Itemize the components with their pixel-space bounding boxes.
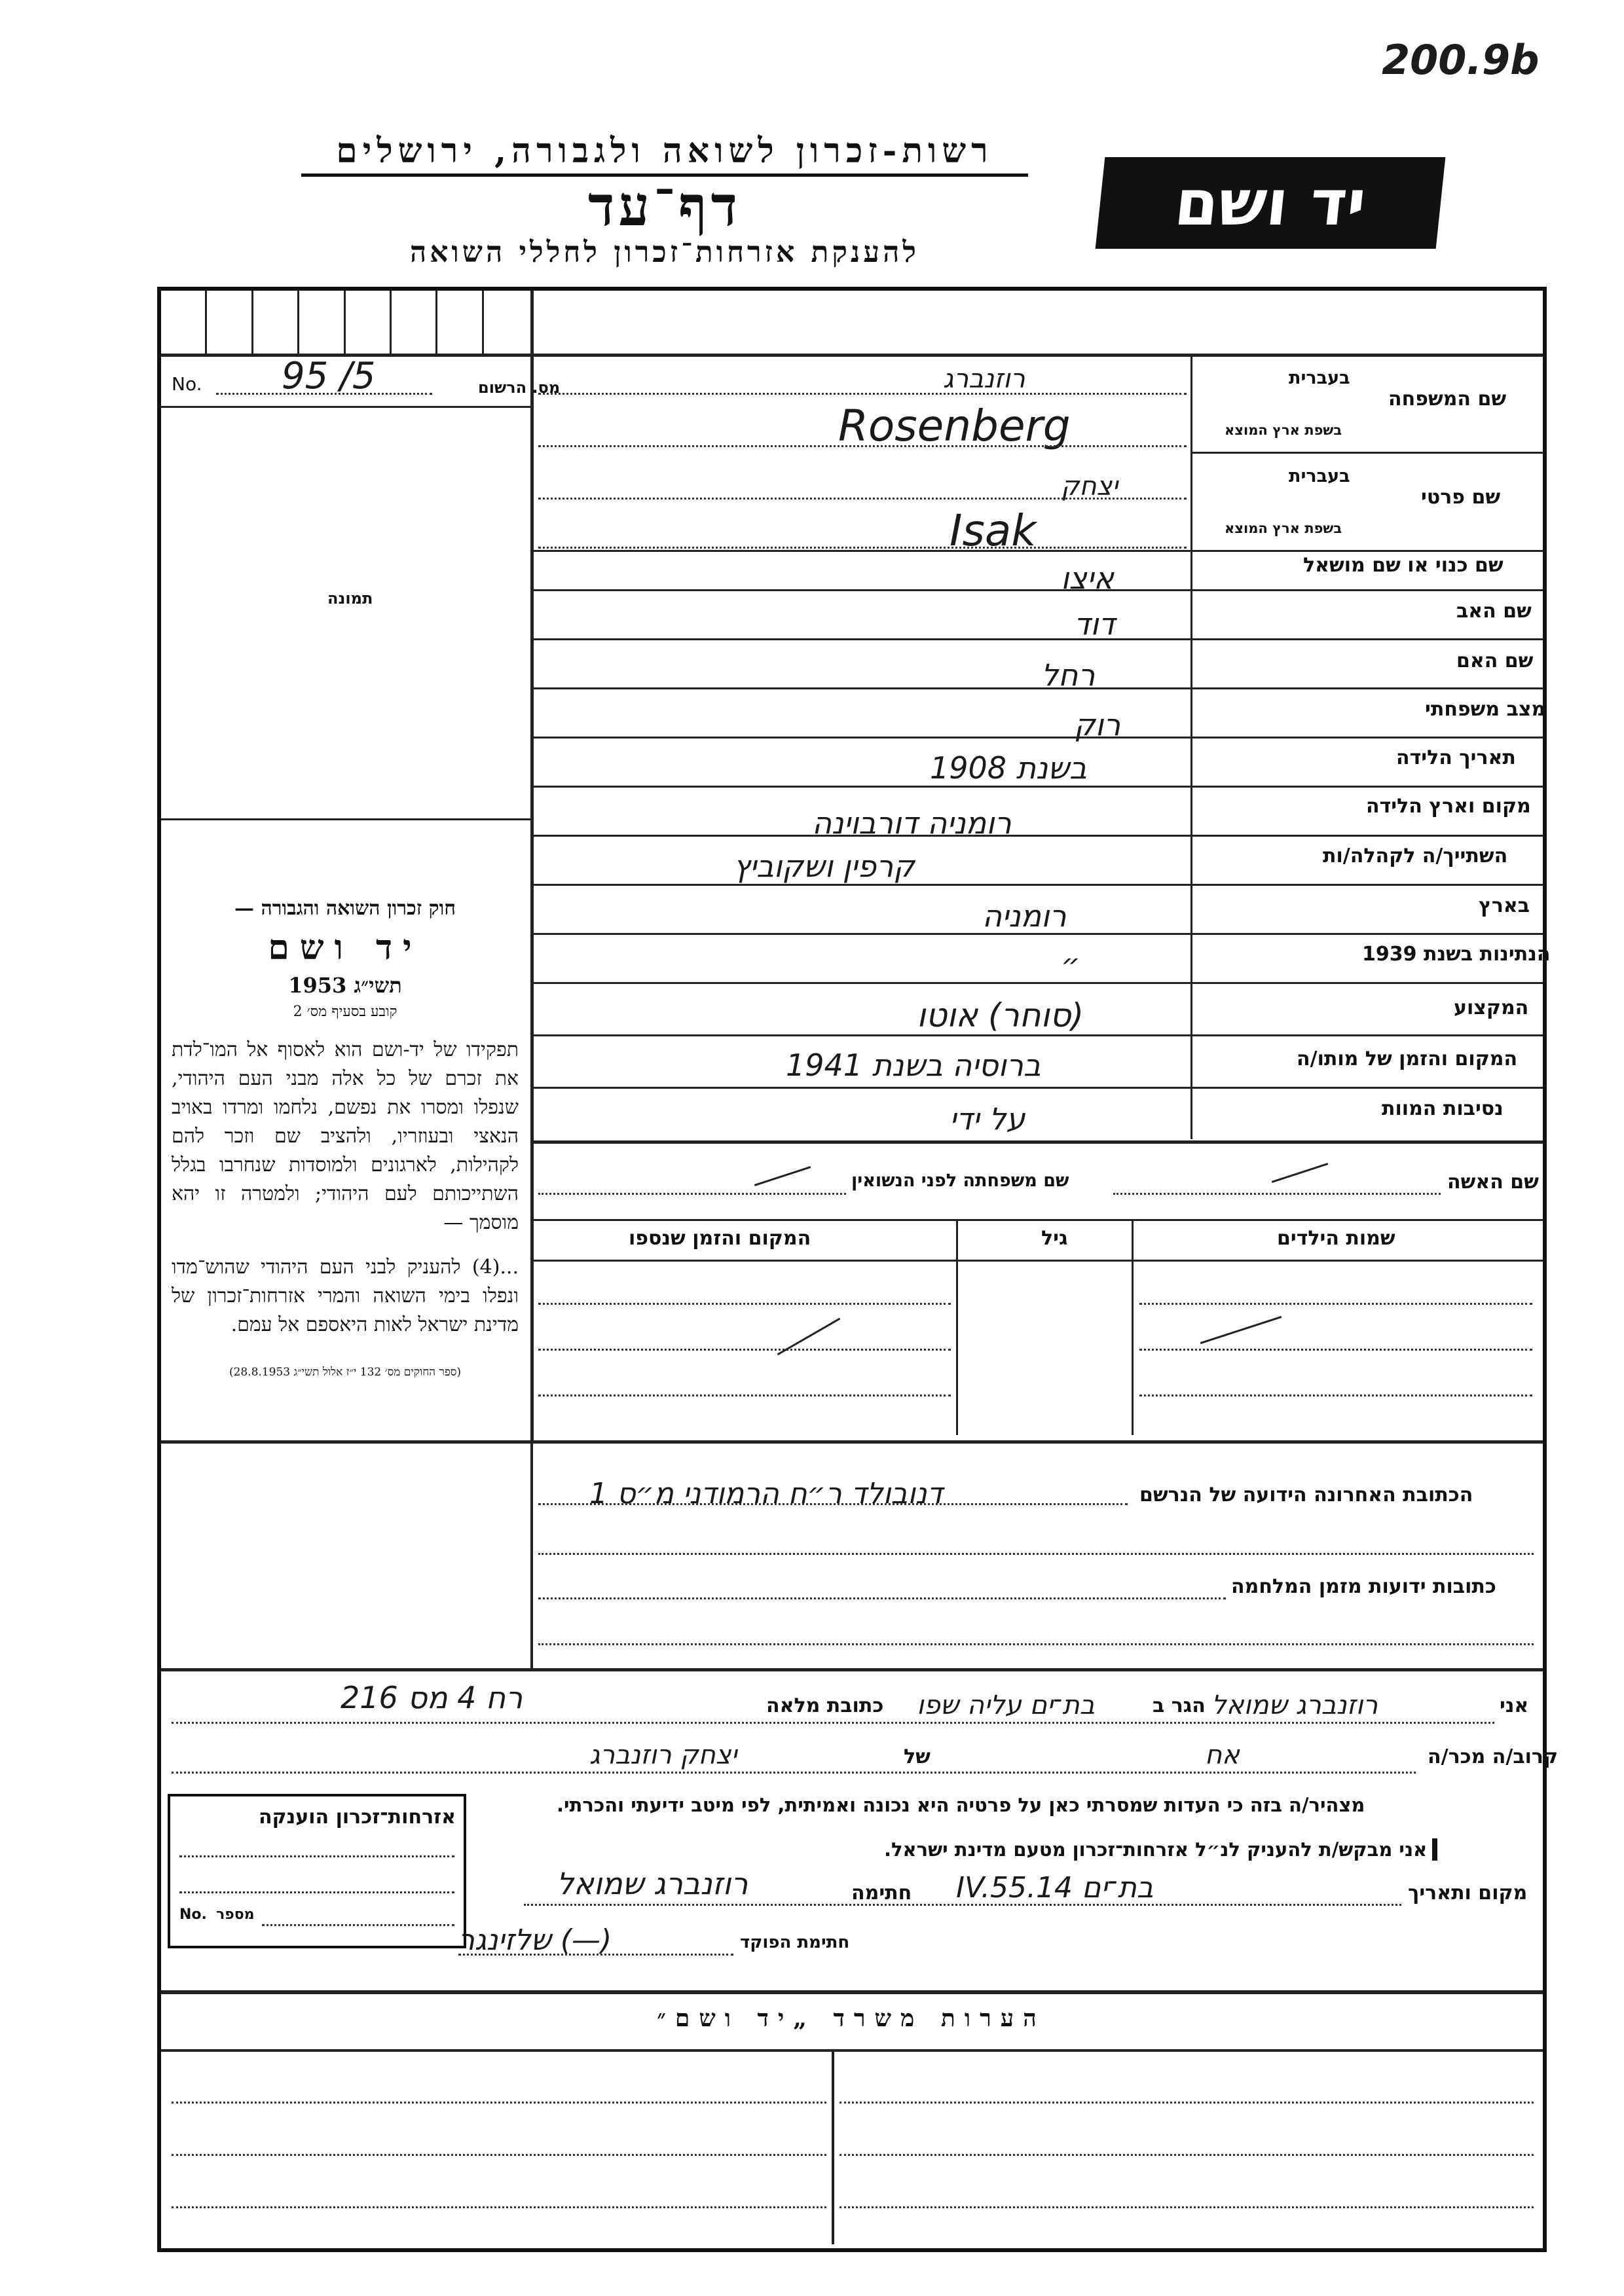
label-age: גיל — [1041, 1227, 1068, 1250]
value-family-name-orig: Rosenberg — [838, 401, 1071, 451]
law-heading: חוק זכרון השואה והגבורה — — [234, 897, 456, 920]
logo-text: יד ושם — [1171, 166, 1370, 240]
label-birth-place: מקום וארץ הלידה — [1366, 795, 1531, 818]
value-father: דוד — [1074, 606, 1115, 642]
label-maiden-name: שם משפחתה לפני הנשואין — [851, 1171, 1069, 1191]
registry-number-boxes — [161, 291, 528, 354]
value-first-name-orig: Isak — [950, 505, 1037, 556]
value-country: רומניה — [982, 898, 1067, 934]
value-death-place-time: ברוסיה בשנת 1941 — [786, 1048, 1041, 1083]
value-full-address: רח 4 מס 216 — [341, 1680, 523, 1715]
value-officer-signature: (—) שלזינגר — [458, 1923, 612, 1957]
value-last-address: דנובולד ר״ח הרמודני מ״ס 1 — [589, 1477, 943, 1510]
law-year: תשי״ג 1953 — [288, 973, 402, 998]
law-text-1: תפקידו של יד-ושם הוא לאסוף אל המו־לדת את זכרם של כל אלה מבני העם היהודי, שנפלו ומסרו את נפשם, נלחמו ומרדו באויב הנאצי ובעוזריו, ולהציב שם וזכר להם לקהילות, לארגונים ולמוסדות שנחרבו בגלל השתייכותם לעם היהודי; ולמטרה זו יהא מוסמך — — [172, 1038, 519, 1234]
value-citizenship-1939: ״ — [1061, 947, 1080, 982]
value-resides: בת־ים עליה שפו — [917, 1690, 1095, 1721]
label-wife: שם האשה — [1447, 1171, 1539, 1194]
label-profession: המקצוע — [1454, 996, 1529, 1019]
citizenship-granted-box — [168, 1794, 466, 1948]
value-birth-place: רומניה דורבוינה — [812, 805, 1012, 841]
label-death-place-time: המקום והזמן של מותו/ה — [1297, 1048, 1518, 1070]
form-subtitle: להענקת אזרחות־זכרון לחללי השואה — [409, 236, 919, 269]
registry-no-value: 95 /5 — [282, 355, 376, 397]
value-nickname: איצו — [1061, 560, 1114, 596]
registry-no-label: No. — [172, 373, 202, 395]
label-officer-signature: חתימת הפוקד — [740, 1933, 850, 1952]
yad-vashem-logo — [1096, 157, 1446, 249]
registry-label: מס. הרשום — [478, 378, 561, 397]
label-father: שם האב — [1456, 600, 1532, 623]
law-note: קובע בסעיף מס׳ 2 — [293, 1004, 397, 1020]
value-mother: רחל — [1041, 657, 1096, 693]
label-i: אני — [1500, 1694, 1529, 1717]
declare-text: מצהיר/ה בזה כי העדות שמסרתי כאן על פרטיה היא נכונה ואמיתית, לפי מיטב ידיעתי והכרתי. — [557, 1794, 1365, 1816]
label-first-orig: בשפת ארץ המוצא — [1225, 520, 1342, 536]
request-text: אני מבקש/ת להעניק לנ״ל אזרחות־זכרון מטעם מדינת ישראל. — [884, 1838, 1437, 1861]
label-family-name: שם המשפחה — [1388, 388, 1507, 410]
label-place-time: המקום והזמן שנספו — [629, 1227, 811, 1250]
value-birth-date: בשנת 1908 — [930, 750, 1087, 786]
label-marital: מצב משפחתי — [1425, 698, 1546, 721]
label-last-address: הכתובת האחרונה הידועה של הנרשם — [1139, 1484, 1473, 1506]
label-war-addresses: כתובות ידועות מזמן המלחמה — [1231, 1575, 1496, 1598]
photo-label: תמונה — [327, 589, 373, 608]
law-box — [172, 897, 519, 1379]
label-full-address: כתובת מלאה — [766, 1694, 884, 1717]
label-first-name: שם פרטי — [1421, 486, 1501, 509]
header-authority: רשות-זכרון לשואה ולגבורה, ירושלים — [301, 131, 1028, 177]
law-citation: (ספר החוקים מס׳ 132 י״ז אלול תשי״ג 28.8.1953) — [229, 1366, 462, 1379]
label-family-he: בעברית — [1289, 368, 1350, 388]
corner-number: 200.9b — [1382, 36, 1540, 84]
law-name: יד ושם — [268, 928, 422, 968]
value-of: יצחק רוזנברג — [589, 1740, 737, 1770]
label-relative: קרוב/ה מכר/ה — [1428, 1745, 1559, 1768]
label-nickname: שם כנוי או שם מושאל — [1303, 554, 1504, 577]
office-notes-heading: הערות משרד „יד ושם״ — [657, 2005, 1046, 2032]
value-community: קרפין ושקוביץ — [733, 848, 915, 884]
label-place-date: מקום ותאריך — [1408, 1882, 1528, 1904]
value-profession: (סוחר) אוטו — [917, 996, 1084, 1034]
value-place-date: בת־ים 14.IV.55 — [956, 1871, 1154, 1904]
label-citizenship-1939: הנתינות בשנת 1939 — [1362, 943, 1551, 966]
value-death-circumstances: על ידי — [950, 1101, 1025, 1137]
value-marital: רוק — [1074, 707, 1121, 742]
label-birth-date: תאריך הלידה — [1396, 746, 1516, 769]
label-signature: חתימה — [851, 1882, 912, 1904]
value-i: רוזנברג שמואל — [1211, 1690, 1378, 1721]
label-community: השתייך/ה לקהלה/ות — [1323, 845, 1508, 867]
citizenship-box-number-label: מספר — [216, 1906, 255, 1923]
left-column-divider — [530, 291, 534, 1443]
label-children: שמות הילדים — [1277, 1227, 1395, 1250]
label-resides: הגר ב — [1153, 1694, 1206, 1717]
value-first-name-he: יצחק — [1061, 471, 1118, 501]
label-country: בארץ — [1479, 894, 1530, 917]
value-relative: אח — [1205, 1740, 1240, 1770]
label-death-circumstances: נסיבות המוות — [1382, 1097, 1504, 1120]
value-signature: רוזנברג שמואל — [557, 1866, 748, 1901]
form-title: דף־עד — [587, 173, 741, 238]
label-family-orig: בשפת ארץ המוצא — [1225, 422, 1342, 438]
label-of: של — [904, 1745, 931, 1768]
law-text-2: ...(4) להעניק לבני העם היהודי שהוש־מדו ונפלו בימי השואה והמרי אזרחות־זכרון של מדינת ישראל לאות היאספם אל עמם. — [172, 1256, 519, 1336]
label-first-he: בעברית — [1289, 466, 1350, 486]
citizenship-box-no-label: No. — [179, 1906, 207, 1923]
value-family-name-he: רוזנברג — [943, 364, 1025, 394]
label-mother: שם האם — [1456, 649, 1534, 672]
citizenship-box-title: אזרחות־זכרון הוענקה — [258, 1806, 456, 1829]
